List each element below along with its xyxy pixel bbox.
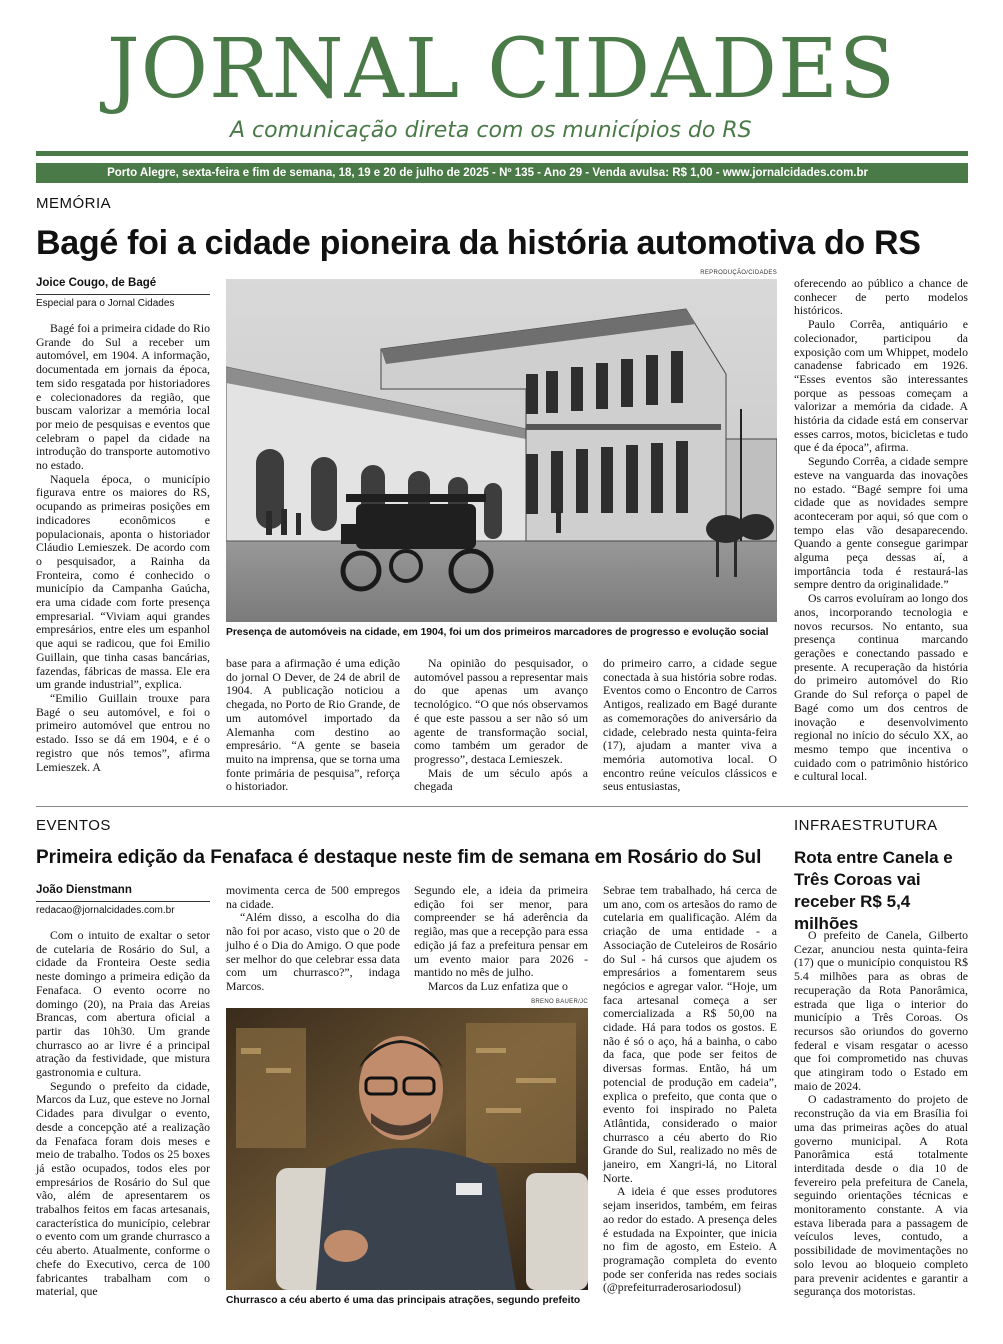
byline-rule xyxy=(36,901,210,902)
paragraph: Com o intuito de exaltar o setor de cutelaria de Rosário do Sul, a cidade da Fronteira Oeste sedia neste domingo a primeira edição da Fenafaca. O evento ocorre no domingo (20), na Praia das Areias Brancas, com abertura oficial a partir das 10h30. Um grande churrasco ao ar livre é a principal atração da festividade, que mistura gastronomia e cultura. xyxy=(36,928,210,1080)
article-column-1 xyxy=(36,322,210,774)
section-label-infraestrutura: INFRAESTRUTURA xyxy=(794,817,938,834)
paragraph: Paulo Corrêa, antiquário e colecionador, participou da exposição com um Whippet, modelo canadense fabricado em 1926. “Esses eventos são interessantes porque as pessoas começam a valorizar a memória da cidade. A história da cidade está em conservar esses carros, motos, bicicletas e tudo que é da época”, afirma. xyxy=(794,317,968,455)
paragraph: Na opinião do pesquisador, o automóvel passou a representar mais do que apenas um avanço tecnológico. “O que nós observamos é que este passou a ser não só um agente de transformação social, como também um gerador de progresso”, destaca Lemieszek. xyxy=(414,656,588,766)
paragraph: do primeiro carro, a cidade segue conectada à sua história sobre rodas. Eventos como o Encontro de Carros Antigos, realizado em Bagé durante as comemorações do aniversário da cidade, celebrado nesta quinta-feira (17), ajudam a manter viva a memória automotiva local. O encontro reúne veículos clássicos e seus entusiastas, xyxy=(603,656,777,794)
byline-author: Joice Cougo, de Bagé xyxy=(36,277,157,289)
section-label-eventos: EVENTOS xyxy=(36,817,111,834)
headline-events: Primeira edição da Fenafaca é destaque neste fim de semana em Rosário do Sul xyxy=(36,847,762,868)
article-column-2 xyxy=(226,657,400,794)
paragraph: A ideia é que esses produtores sejam inseridos, também, em feiras ao redor do estado. A presença deles é estudada na Expointer, que inicia no fim de agosto, em Esteio. A programação completa do evento pode ser conferida nas redes sociais (@prefeiturraderosariodosul) xyxy=(603,1184,777,1295)
byline-subtitle: Especial para o Jornal Cidades xyxy=(36,298,175,309)
infra-column xyxy=(794,929,968,1299)
events-column-1 xyxy=(36,929,210,1299)
paragraph: oferecendo ao público a chance de conhecer de perto modelos históricos. xyxy=(794,276,968,318)
paragraph: Sebrae tem trabalhado, há cerca de um ano, com os artesãos do ramo de cutelaria em qualificação. Além da criação de uma entidade - a Associação de Cuteleiros de Rosário do Sul - há cursos que ajudem os empresários a fomentarem seus negócios e agregar valor. “Hoje, um faca artesanal começa a ser comercializada a R$ 50,00 na cidade. Há para todos os gostos. E não é só o aço, há a bainha, o cabo da faca, que pode ser feitos de diversas formas. Então, há um potencial de produção em cadeia”, explica o prefeito, que conta que o evento foi inspirado no Paleta Atlântida, considerado o maior churrasco a céu aberto do Rio Grande do Sul, realizado no mês de janeiro, em Xangri-lá, no Litoral Norte. xyxy=(603,883,777,1185)
photo-caption: Presença de automóveis na cidade, em 1904, foi um dos primeiros marcadores de progresso e evolução social xyxy=(226,627,769,638)
photo-caption: Churrasco a céu aberto é uma das principais atrações, segundo prefeito xyxy=(226,1295,581,1306)
paragraph: Segundo o prefeito da cidade, Marcos da Luz, que esteve no Jornal Cidades para divulgar o evento, desde a concepção até a realização da Fenafaca foram dois meses e meio de trabalho. Todos os 25 boxes já estão ocupados, todos eles por empresários de Rosário do Sul que vão, além de apresentarem os trabalhos feitos em facas artesanais, característica do município, celebrar o evento com um grande churrasco a céu aberto. Atualmente, conforme o chefe do Executivo, cerca de 100 fabricantes trabalham com o material, que xyxy=(36,1078,210,1299)
article-column-5 xyxy=(794,277,968,784)
events-column-3 xyxy=(414,884,588,994)
section-divider xyxy=(36,806,968,807)
photo-credit: REPRODUÇÃO/CIDADES xyxy=(700,270,777,276)
paragraph: “Emilio Guillain trouxe para Bagé o seu automóvel, e foi o primeiro automóvel que entrou no estado. Isso se dá em 1904, e é o registro que nós temos”, afirma Lemieszek. A xyxy=(36,690,210,774)
paragraph: O cadastramento do projeto de reconstrução da via em Brasília foi uma das primeiras ações do atual governo municipal. A Rota Panorâmica está totalmente interditada desde o dia 10 de fevereiro pela prefeitura de Canela, seguindo orientações técnicas e monitoramento constante. A via estava liberada para a passagem de veículos leves, contudo, a possibilidade de movimentações no solo levou ao bloqueio completo para prevenir acidentes e garantir a segurança dos motoristas. xyxy=(794,1092,968,1299)
article-column-3 xyxy=(414,657,588,794)
paragraph: movimenta cerca de 500 empregos na cidade. xyxy=(226,883,400,911)
paragraph: O prefeito de Canela, Gilberto Cezar, anunciou nesta quinta-feira (17) que o município conquistou R$ 5.4 milhões para as obras de recuperação da Rota Panorâmica, estrada que liga o interior do município a Três Coroas. Os recursos são oriundos do governo federal e visam resgatar o acesso que foi comprometido nas chuvas que atingiram todo o Estado em maio de 2024. xyxy=(794,928,968,1093)
byline-author: João Dienstmann xyxy=(36,884,132,896)
paragraph: “Além disso, a escolha do dia não foi por acaso, visto que o 20 de julho é o Dia do Amigo. O que pode ser melhor do que celebrar essa data com um churrasco?”, indaga Marcos. xyxy=(226,910,400,993)
masthead-rule xyxy=(36,151,968,156)
mayor-portrait-photo xyxy=(226,1008,588,1290)
paragraph: base para a afirmação é uma edição do jornal O Dever, de 24 de abril de 1904. A publicação noticiou a chegada, no Porto de Rio Grande, de um automóvel importado da Alemanha com destino ao empresário. “A gente se baseia muito na imprensa, que se torna uma fonte primária de pesquisa”, reforça o historiador. xyxy=(226,656,400,794)
paragraph: Segundo Corrêa, a cidade sempre esteve na vanguarda das inovações no estado. “Bagé sempre foi uma cidade que as novidades sempre aconteceram por aqui, só que com o tempo elas vão desaparecendo. Quando a gente consegue garimpar alguma peça dessas aí, a importância toda é restaurá-las sempre dentro da originalidade.” xyxy=(794,454,968,592)
section-label-memoria: MEMÓRIA xyxy=(36,195,112,212)
byline-rule xyxy=(36,294,210,295)
paragraph: Marcos da Luz enfatiza que o xyxy=(428,978,568,993)
paragraph: Bagé foi a primeira cidade do Rio Grande do Sul a receber um automóvel, em 1904. A informação, documentada em jornais da época, tem sido resgatada por historiadores e colecionadores da região, que buscam valorizar a memória local por meio de pesquisas e eventos que celebram o papel da cidade na introdução do transporte automotivo no estado. xyxy=(36,321,210,473)
paragraph: Mais de um século após a chegada xyxy=(414,765,588,794)
historic-street-photo xyxy=(226,279,777,622)
paragraph: Os carros evoluíram ao longo dos anos, incorporando tecnologia e novos recursos. No entanto, sua presença continua marcando gerações e conectando passado e presente. A recuperação da história do primeiro automóvel do Rio Grande do Sul reforça o papel de Bagé como um dos centros de inovação e desenvolvimento regional no início do século XX, ao mesmo tempo que incentiva o cuidado com o patrimônio histórico e cultural local. xyxy=(794,591,968,784)
paragraph: Naquela época, o município figurava entre os maiores do RS, ocupando as primeiras posições em indicadores econômicos e populacionais, aponta o historiador Cláudio Lemieszek. De acordo com o pesquisador, a Rainha da Fronteira, como é conhecido o município da Campanha Gaúcha, era uma cidade com forte presença empresarial. “Viviam aqui grandes empresários, entre eles um espanhol que aqui se radicou, que foi Emilio Guillain, que tinha casas bancárias, fazendas, fábricas de massa. Ele era um grande industrial”, explica. xyxy=(36,471,210,692)
byline-email: redacao@jornalcidades.com.br xyxy=(36,905,175,916)
headline-infra: Rota entre Canela e Três Coroas vai receber R$ 5,4 milhões xyxy=(794,848,953,933)
article-column-4 xyxy=(603,657,777,794)
events-column-4 xyxy=(603,884,777,1295)
paragraph: Segundo ele, a ideia da primeira edição foi ser menor, para compreender se há aderência da região, mas que a recepção para essa edição já faz a prefeitura pensar em um evento maior para 2026 - mantido no mês de julho. xyxy=(414,883,588,980)
masthead-tagline: A comunicação direta com os municípios do RS xyxy=(230,118,752,143)
headline-top-story: Bagé foi a cidade pioneira da história automotiva do RS xyxy=(36,224,921,262)
events-column-2 xyxy=(226,884,400,994)
edition-info-bar: Porto Alegre, sexta-feira e fim de semana, 18, 19 e 20 de julho de 2025 - Nº 135 - Ano 29 - Venda avulsa: R$ 1,00 - www.jornalcidades.com.br xyxy=(36,163,968,183)
photo-credit: BRENO BAUER/JC xyxy=(531,999,588,1005)
masthead-title: JORNAL CIDADES xyxy=(106,22,897,117)
